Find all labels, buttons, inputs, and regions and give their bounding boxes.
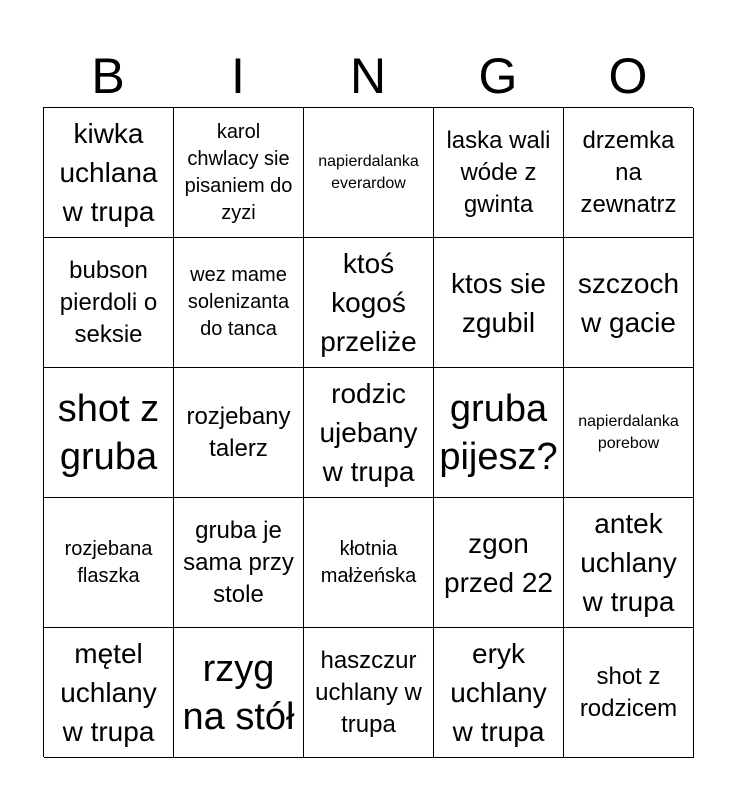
bingo-cell[interactable] (304, 498, 434, 628)
bingo-cell[interactable] (174, 368, 304, 498)
bingo-cell[interactable] (44, 108, 174, 238)
bingo-cell[interactable] (174, 238, 304, 368)
bingo-cell-label: antek uchlany w trupa (580, 508, 677, 617)
bingo-cell[interactable] (304, 108, 434, 238)
bingo-cell-label: zgon przed 22 (444, 527, 553, 598)
bingo-cell[interactable] (304, 238, 434, 368)
bingo-cell-label: shot z rodzicem (579, 662, 678, 722)
bingo-cell-label: rodzic ujebany w trupa (319, 378, 418, 487)
header-letter-n: N (349, 48, 387, 104)
bingo-cell-label: ktoś kogoś przeliże (320, 248, 417, 357)
header-letter-g: G (478, 48, 518, 104)
bingo-cell-label: bubson pierdoli o seksie (59, 256, 158, 348)
bingo-cell-label: rzyg na stół (182, 647, 295, 738)
bingo-cell[interactable] (304, 368, 434, 498)
bingo-cell[interactable] (564, 628, 694, 758)
bingo-cell[interactable] (564, 368, 694, 498)
bingo-board (43, 107, 693, 757)
bingo-cell[interactable] (564, 238, 694, 368)
bingo-cell[interactable] (304, 628, 434, 758)
bingo-cell[interactable] (44, 238, 174, 368)
bingo-cell[interactable] (174, 498, 304, 628)
bingo-cell[interactable] (434, 238, 564, 368)
bingo-cell-label: wez mame solenizanta do tanca (187, 264, 290, 340)
bingo-cell-label: eryk uchlany w trupa (450, 638, 547, 747)
bingo-cell-label: shot z gruba (57, 387, 160, 478)
bingo-cell-label: napierdalanka everardow (318, 152, 419, 192)
bingo-cell[interactable] (434, 498, 564, 628)
bingo-cell-label: szczoch w gacie (577, 267, 680, 338)
bingo-cell-label: ktos sie zgubil (451, 267, 546, 338)
bingo-header (43, 44, 693, 108)
bingo-cell-label: napierdalanka porebow (578, 412, 679, 452)
bingo-cell-label: mętel uchlany w trupa (60, 638, 157, 747)
bingo-cell[interactable] (174, 628, 304, 758)
bingo-cell-label: kiwka uchlana w trupa (59, 118, 158, 227)
bingo-cell-label: laska wali wóde z gwinta (446, 126, 551, 218)
bingo-cell-label: rozjebana flaszka (64, 537, 153, 587)
header-letter-o: O (608, 48, 648, 104)
bingo-cell-label: kłotnia małżeńska (320, 537, 417, 587)
bingo-cell[interactable] (174, 108, 304, 238)
bingo-cell-label: karol chwlacy sie pisaniem do zyzi (184, 120, 293, 224)
header-letter-b: B (91, 48, 125, 104)
bingo-cell[interactable] (564, 108, 694, 238)
bingo-cell[interactable] (434, 368, 564, 498)
header-letter-i: I (231, 48, 245, 104)
bingo-cell-label: haszczur uchlany w trupa (315, 646, 422, 738)
bingo-cell-label: drzemka na zewnatrz (580, 126, 677, 218)
bingo-cell-label: gruba je sama przy stole (183, 516, 294, 608)
bingo-cell[interactable] (44, 498, 174, 628)
bingo-cell[interactable] (564, 498, 694, 628)
bingo-cell[interactable] (44, 628, 174, 758)
bingo-cell[interactable] (44, 368, 174, 498)
bingo-cell[interactable] (434, 628, 564, 758)
bingo-cell-label: rozjebany talerz (186, 402, 291, 462)
bingo-cell-label: gruba pijesz? (439, 387, 558, 478)
bingo-cell[interactable] (434, 108, 564, 238)
